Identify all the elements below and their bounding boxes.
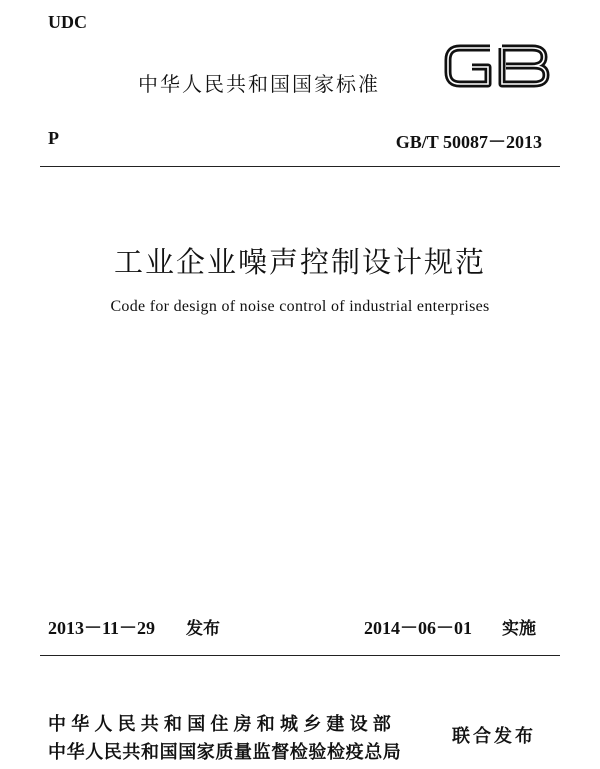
gb-logo-icon bbox=[440, 40, 552, 92]
header-divider bbox=[40, 166, 560, 167]
issue-label: 发布 bbox=[186, 619, 220, 639]
udc-label: UDC bbox=[48, 12, 87, 32]
footer-divider bbox=[40, 655, 560, 656]
standard-type: 中华人民共和国国家标准 bbox=[138, 72, 380, 96]
implementation-date: 2014－06－01 bbox=[364, 618, 472, 638]
implementation-label: 实施 bbox=[502, 619, 536, 639]
classification-code: P bbox=[48, 128, 59, 148]
document-title-english: Code for design of noise control of industrial enterprises bbox=[110, 298, 490, 315]
joint-issue-label: 联合发布 bbox=[452, 726, 536, 747]
issue-date: 2013－11－29 bbox=[48, 618, 156, 638]
publisher-line-2: 中华人民共和国国家质量监督检验检疫总局 bbox=[48, 742, 402, 763]
standard-number: GB/T 50087－2013 bbox=[395, 132, 542, 152]
document-title-chinese: 工业企业噪声控制设计规范 bbox=[113, 245, 486, 279]
publisher-line-1: 中华人民共和国住房和城乡建设部 bbox=[48, 714, 396, 735]
